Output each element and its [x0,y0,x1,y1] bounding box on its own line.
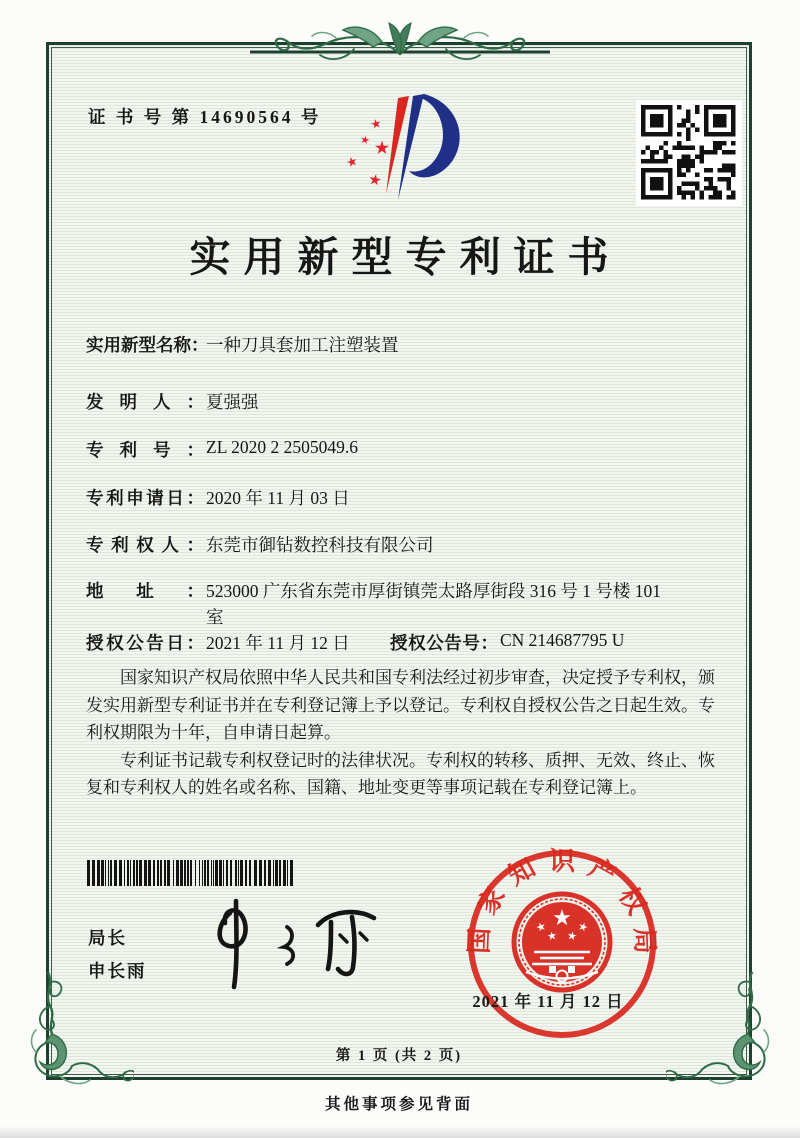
signer-block [88,922,147,988]
field-value: 2021 年 11 月 12 日 [206,633,350,653]
seal-national-emblem [514,894,610,990]
back-side-note: 其他事项参见背面 [324,1096,473,1113]
top-border-ornament [250,14,550,74]
field-label: 专利权人： [86,535,204,555]
official-seal [462,845,662,1045]
field-label: 发明人： [86,392,204,412]
field-label: 实用新型名称： [86,335,209,355]
field-label: 专利号： [86,440,204,460]
legal-paragraph-2: 专利证书记载专利权登记时的法律状况。专利权的转移、质押、无效、终止、恢复和专利权人的姓名或名称、国籍、地址变更等事项记载在专利登记簿上。 [86,750,715,797]
field-label: 地址： [86,581,204,601]
legal-statement [86,664,720,802]
photo-bottom-shadow [0,1126,800,1138]
field-row-filing-date [86,485,350,510]
field-value: CN 214687795 U [500,630,625,650]
cnipa-logo [328,92,468,208]
bottom-left-corner-ornament [24,972,134,1090]
field-row-inventor [86,389,259,414]
signer-name: 申长雨 [88,961,147,981]
bottom-right-corner-ornament [666,972,776,1090]
field-value: 东莞市御钻数控科技有限公司 [206,535,434,555]
barcode [85,858,299,888]
logo-red-wedge [386,96,409,194]
director-signature [190,893,405,995]
page-number: 第 1 页 (共 2 页) [335,1048,463,1064]
seal-date: 2021 年 11 月 12 日 [472,992,624,1011]
certificate-title: 实用新型专利证书 [189,234,622,280]
field-pair-grant-number [390,630,624,655]
field-label: 授权公告号： [390,633,498,653]
field-value: 一种刀具套加工注塑装置 [206,335,399,355]
field-row-address [86,578,666,631]
seal-text: 国家知识产权局 [464,846,660,955]
legal-paragraph-1: 国家知识产权局依照中华人民共和国专利法经过初步审查，决定授予专利权，颁发实用新型专利证书并在专利登记簿上予以登记。专利权自授权公告之日起生效。专利权期限为十年，自申请日起算。 [86,668,715,742]
logo-stars [346,118,389,186]
field-label: 授权公告日： [86,633,204,653]
signer-title: 局长 [88,928,127,948]
certificate-number: 证 书 号 第 14690564 号 [88,107,322,127]
field-row-grant [86,630,625,655]
qr-code [636,100,742,206]
field-value: 2020 年 11 月 03 日 [206,488,350,508]
field-row-name [86,332,399,357]
field-value: 夏强强 [206,392,259,412]
field-row-patentee [86,532,434,557]
field-label: 专利申请日： [86,488,204,508]
field-value: ZL 2020 2 2505049.6 [206,437,358,457]
field-row-patent-number [86,437,358,462]
field-value: 523000 广东省东莞市厚街镇莞太路厚街段 316 号 1 号楼 101 室 [206,581,661,628]
